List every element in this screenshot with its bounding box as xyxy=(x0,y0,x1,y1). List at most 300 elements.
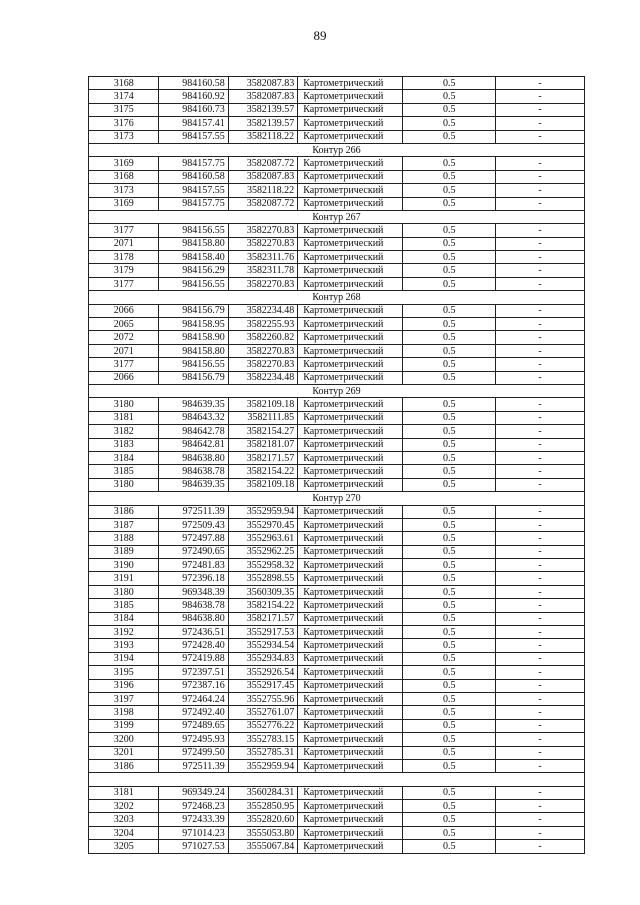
point-number-cell: 3169 xyxy=(89,197,159,210)
y-coordinate-cell: 3552934.54 xyxy=(228,639,297,652)
y-coordinate-cell: 3582109.18 xyxy=(228,478,297,491)
table-row xyxy=(89,478,585,491)
accuracy-cell: 0.5 xyxy=(403,438,496,451)
description-cell: - xyxy=(496,304,585,317)
contour-header-row xyxy=(89,384,585,397)
table-row xyxy=(89,706,585,719)
method-cell: Картометрический xyxy=(298,465,403,478)
point-number-cell: 3205 xyxy=(89,840,159,853)
accuracy-cell: 0.5 xyxy=(403,103,496,116)
point-number-cell: 2066 xyxy=(89,371,159,384)
table-row xyxy=(89,371,585,384)
table-row xyxy=(89,626,585,639)
table-row xyxy=(89,826,585,839)
point-number-cell: 3175 xyxy=(89,103,159,116)
method-cell: Картометрический xyxy=(298,411,403,424)
accuracy-cell: 0.5 xyxy=(403,652,496,665)
accuracy-cell: 0.5 xyxy=(403,331,496,344)
x-coordinate-cell: 972387.16 xyxy=(159,679,228,692)
accuracy-cell: 0.5 xyxy=(403,398,496,411)
y-coordinate-cell: 3552761.07 xyxy=(228,706,297,719)
accuracy-cell: 0.5 xyxy=(403,304,496,317)
accuracy-cell: 0.5 xyxy=(403,478,496,491)
y-coordinate-cell: 3552962.25 xyxy=(228,545,297,558)
point-number-cell: 3201 xyxy=(89,746,159,759)
x-coordinate-cell: 972396.18 xyxy=(159,572,228,585)
method-cell: Картометрический xyxy=(298,117,403,130)
table-row xyxy=(89,719,585,732)
table-row xyxy=(89,90,585,103)
description-cell: - xyxy=(496,398,585,411)
point-number-cell: 3183 xyxy=(89,438,159,451)
description-cell: - xyxy=(496,626,585,639)
x-coordinate-cell: 972481.83 xyxy=(159,559,228,572)
accuracy-cell: 0.5 xyxy=(403,518,496,531)
point-number-cell: 3197 xyxy=(89,692,159,705)
table-row xyxy=(89,77,585,90)
point-number-cell: 3180 xyxy=(89,585,159,598)
contour-label: Контур 270 xyxy=(89,492,585,505)
method-cell: Картометрический xyxy=(298,237,403,250)
x-coordinate-cell: 972397.51 xyxy=(159,666,228,679)
table-row xyxy=(89,518,585,531)
contour-header-row xyxy=(89,291,585,304)
contour-header-row xyxy=(89,210,585,223)
description-cell: - xyxy=(496,264,585,277)
x-coordinate-cell: 984638.78 xyxy=(159,465,228,478)
x-coordinate-cell: 972499.50 xyxy=(159,746,228,759)
y-coordinate-cell: 3582270.83 xyxy=(228,358,297,371)
blank-cell xyxy=(89,773,585,786)
y-coordinate-cell: 3552959.94 xyxy=(228,759,297,772)
point-number-cell: 3182 xyxy=(89,425,159,438)
accuracy-cell: 0.5 xyxy=(403,130,496,143)
point-number-cell: 2066 xyxy=(89,304,159,317)
y-coordinate-cell: 3552917.45 xyxy=(228,679,297,692)
table-row xyxy=(89,639,585,652)
table-row xyxy=(89,666,585,679)
description-cell: - xyxy=(496,438,585,451)
y-coordinate-cell: 3582270.83 xyxy=(228,224,297,237)
y-coordinate-cell: 3582311.78 xyxy=(228,264,297,277)
accuracy-cell: 0.5 xyxy=(403,532,496,545)
x-coordinate-cell: 984157.75 xyxy=(159,197,228,210)
point-number-cell: 3186 xyxy=(89,759,159,772)
table-row xyxy=(89,572,585,585)
method-cell: Картометрический xyxy=(298,813,403,826)
point-number-cell: 3185 xyxy=(89,465,159,478)
point-number-cell: 3184 xyxy=(89,451,159,464)
description-cell: - xyxy=(496,358,585,371)
x-coordinate-cell: 972468.23 xyxy=(159,800,228,813)
x-coordinate-cell: 972511.39 xyxy=(159,759,228,772)
point-number-cell: 3194 xyxy=(89,652,159,665)
accuracy-cell: 0.5 xyxy=(403,451,496,464)
method-cell: Картометрический xyxy=(298,197,403,210)
point-number-cell: 3179 xyxy=(89,264,159,277)
x-coordinate-cell: 984156.55 xyxy=(159,224,228,237)
point-number-cell: 3204 xyxy=(89,826,159,839)
x-coordinate-cell: 984158.90 xyxy=(159,331,228,344)
point-number-cell: 3168 xyxy=(89,77,159,90)
description-cell: - xyxy=(496,505,585,518)
point-number-cell: 2071 xyxy=(89,237,159,250)
accuracy-cell: 0.5 xyxy=(403,358,496,371)
y-coordinate-cell: 3552783.15 xyxy=(228,733,297,746)
accuracy-cell: 0.5 xyxy=(403,170,496,183)
description-cell: - xyxy=(496,800,585,813)
y-coordinate-cell: 3552820.60 xyxy=(228,813,297,826)
point-number-cell: 2072 xyxy=(89,331,159,344)
point-number-cell: 3186 xyxy=(89,505,159,518)
x-coordinate-cell: 984156.29 xyxy=(159,264,228,277)
y-coordinate-cell: 3582087.83 xyxy=(228,170,297,183)
description-cell: - xyxy=(496,545,585,558)
x-coordinate-cell: 984156.79 xyxy=(159,304,228,317)
page-number: 89 xyxy=(313,28,327,43)
description-cell: - xyxy=(496,532,585,545)
method-cell: Картометрический xyxy=(298,264,403,277)
table-row xyxy=(89,585,585,598)
x-coordinate-cell: 972436.51 xyxy=(159,626,228,639)
table-row xyxy=(89,800,585,813)
accuracy-cell: 0.5 xyxy=(403,679,496,692)
description-cell: - xyxy=(496,344,585,357)
x-coordinate-cell: 972495.93 xyxy=(159,733,228,746)
point-number-cell: 3177 xyxy=(89,277,159,290)
x-coordinate-cell: 984160.58 xyxy=(159,170,228,183)
point-number-cell: 3203 xyxy=(89,813,159,826)
y-coordinate-cell: 3582234.48 xyxy=(228,304,297,317)
accuracy-cell: 0.5 xyxy=(403,237,496,250)
method-cell: Картометрический xyxy=(298,840,403,853)
description-cell: - xyxy=(496,572,585,585)
method-cell: Картометрический xyxy=(298,505,403,518)
description-cell: - xyxy=(496,157,585,170)
table-row xyxy=(89,692,585,705)
point-number-cell: 3191 xyxy=(89,572,159,585)
blank-row xyxy=(89,773,585,786)
table-row xyxy=(89,746,585,759)
description-cell: - xyxy=(496,237,585,250)
x-coordinate-cell: 972489.65 xyxy=(159,719,228,732)
point-number-cell: 3177 xyxy=(89,224,159,237)
accuracy-cell: 0.5 xyxy=(403,800,496,813)
table-row xyxy=(89,130,585,143)
accuracy-cell: 0.5 xyxy=(403,411,496,424)
x-coordinate-cell: 984157.41 xyxy=(159,117,228,130)
point-number-cell: 3190 xyxy=(89,559,159,572)
accuracy-cell: 0.5 xyxy=(403,277,496,290)
y-coordinate-cell: 3552898.55 xyxy=(228,572,297,585)
table-row xyxy=(89,505,585,518)
table-row xyxy=(89,652,585,665)
table-row xyxy=(89,304,585,317)
accuracy-cell: 0.5 xyxy=(403,706,496,719)
y-coordinate-cell: 3582270.83 xyxy=(228,237,297,250)
point-number-cell: 3200 xyxy=(89,733,159,746)
method-cell: Картометрический xyxy=(298,170,403,183)
description-cell: - xyxy=(496,224,585,237)
y-coordinate-cell: 3582270.83 xyxy=(228,277,297,290)
table-row xyxy=(89,184,585,197)
method-cell: Картометрический xyxy=(298,478,403,491)
description-cell: - xyxy=(496,733,585,746)
accuracy-cell: 0.5 xyxy=(403,559,496,572)
x-coordinate-cell: 984158.80 xyxy=(159,237,228,250)
x-coordinate-cell: 972497.88 xyxy=(159,532,228,545)
coordinates-table xyxy=(88,76,585,854)
method-cell: Картометрический xyxy=(298,719,403,732)
method-cell: Картометрический xyxy=(298,90,403,103)
method-cell: Картометрический xyxy=(298,733,403,746)
description-cell: - xyxy=(496,518,585,531)
method-cell: Картометрический xyxy=(298,679,403,692)
point-number-cell: 3198 xyxy=(89,706,159,719)
method-cell: Картометрический xyxy=(298,130,403,143)
accuracy-cell: 0.5 xyxy=(403,626,496,639)
table-row xyxy=(89,679,585,692)
accuracy-cell: 0.5 xyxy=(403,746,496,759)
y-coordinate-cell: 3582181.07 xyxy=(228,438,297,451)
table-row xyxy=(89,813,585,826)
table-row xyxy=(89,344,585,357)
accuracy-cell: 0.5 xyxy=(403,786,496,799)
point-number-cell: 3177 xyxy=(89,358,159,371)
table-row xyxy=(89,599,585,612)
x-coordinate-cell: 984156.79 xyxy=(159,371,228,384)
point-number-cell: 3199 xyxy=(89,719,159,732)
description-cell: - xyxy=(496,451,585,464)
x-coordinate-cell: 984639.35 xyxy=(159,478,228,491)
point-number-cell: 3180 xyxy=(89,398,159,411)
x-coordinate-cell: 972509.43 xyxy=(159,518,228,531)
y-coordinate-cell: 3552785.31 xyxy=(228,746,297,759)
point-number-cell: 3178 xyxy=(89,251,159,264)
accuracy-cell: 0.5 xyxy=(403,425,496,438)
accuracy-cell: 0.5 xyxy=(403,117,496,130)
y-coordinate-cell: 3552959.94 xyxy=(228,505,297,518)
y-coordinate-cell: 3582171.57 xyxy=(228,451,297,464)
x-coordinate-cell: 984160.92 xyxy=(159,90,228,103)
accuracy-cell: 0.5 xyxy=(403,197,496,210)
x-coordinate-cell: 972428.40 xyxy=(159,639,228,652)
y-coordinate-cell: 3552934.83 xyxy=(228,652,297,665)
method-cell: Картометрический xyxy=(298,371,403,384)
y-coordinate-cell: 3560284.31 xyxy=(228,786,297,799)
point-number-cell: 3195 xyxy=(89,666,159,679)
x-coordinate-cell: 971014.23 xyxy=(159,826,228,839)
y-coordinate-cell: 3560309.35 xyxy=(228,585,297,598)
method-cell: Картометрический xyxy=(298,518,403,531)
accuracy-cell: 0.5 xyxy=(403,585,496,598)
x-coordinate-cell: 984157.55 xyxy=(159,130,228,143)
y-coordinate-cell: 3582139.57 xyxy=(228,103,297,116)
point-number-cell: 3187 xyxy=(89,518,159,531)
y-coordinate-cell: 3552970.45 xyxy=(228,518,297,531)
method-cell: Картометрический xyxy=(298,277,403,290)
accuracy-cell: 0.5 xyxy=(403,465,496,478)
y-coordinate-cell: 3555053.80 xyxy=(228,826,297,839)
method-cell: Картометрический xyxy=(298,572,403,585)
x-coordinate-cell: 972419.88 xyxy=(159,652,228,665)
table-row xyxy=(89,117,585,130)
method-cell: Картометрический xyxy=(298,425,403,438)
description-cell: - xyxy=(496,318,585,331)
description-cell: - xyxy=(496,331,585,344)
accuracy-cell: 0.5 xyxy=(403,612,496,625)
accuracy-cell: 0.5 xyxy=(403,813,496,826)
method-cell: Картометрический xyxy=(298,585,403,598)
method-cell: Картометрический xyxy=(298,746,403,759)
accuracy-cell: 0.5 xyxy=(403,251,496,264)
y-coordinate-cell: 3582255.93 xyxy=(228,318,297,331)
table-row xyxy=(89,331,585,344)
table-row xyxy=(89,398,585,411)
x-coordinate-cell: 984160.73 xyxy=(159,103,228,116)
method-cell: Картометрический xyxy=(298,826,403,839)
x-coordinate-cell: 984160.58 xyxy=(159,77,228,90)
table-row xyxy=(89,318,585,331)
y-coordinate-cell: 3582118.22 xyxy=(228,130,297,143)
y-coordinate-cell: 3582087.83 xyxy=(228,90,297,103)
description-cell: - xyxy=(496,746,585,759)
y-coordinate-cell: 3582087.72 xyxy=(228,157,297,170)
description-cell: - xyxy=(496,425,585,438)
accuracy-cell: 0.5 xyxy=(403,318,496,331)
point-number-cell: 3169 xyxy=(89,157,159,170)
table-row xyxy=(89,733,585,746)
contour-label: Контур 266 xyxy=(89,143,585,156)
x-coordinate-cell: 984156.55 xyxy=(159,358,228,371)
table-row xyxy=(89,264,585,277)
method-cell: Картометрический xyxy=(298,759,403,772)
description-cell: - xyxy=(496,465,585,478)
accuracy-cell: 0.5 xyxy=(403,840,496,853)
y-coordinate-cell: 3582154.27 xyxy=(228,425,297,438)
description-cell: - xyxy=(496,666,585,679)
method-cell: Картометрический xyxy=(298,532,403,545)
point-number-cell: 2071 xyxy=(89,344,159,357)
table-row xyxy=(89,197,585,210)
x-coordinate-cell: 969349.24 xyxy=(159,786,228,799)
y-coordinate-cell: 3582311.76 xyxy=(228,251,297,264)
method-cell: Картометрический xyxy=(298,251,403,264)
accuracy-cell: 0.5 xyxy=(403,224,496,237)
y-coordinate-cell: 3552755.96 xyxy=(228,692,297,705)
method-cell: Картометрический xyxy=(298,77,403,90)
y-coordinate-cell: 3582087.72 xyxy=(228,197,297,210)
point-number-cell: 3184 xyxy=(89,612,159,625)
table-row xyxy=(89,438,585,451)
contour-label: Контур 268 xyxy=(89,291,585,304)
contour-header-row xyxy=(89,143,585,156)
x-coordinate-cell: 972464.24 xyxy=(159,692,228,705)
y-coordinate-cell: 3552963.61 xyxy=(228,532,297,545)
description-cell: - xyxy=(496,585,585,598)
description-cell: - xyxy=(496,759,585,772)
x-coordinate-cell: 984642.81 xyxy=(159,438,228,451)
y-coordinate-cell: 3582154.22 xyxy=(228,599,297,612)
table-row xyxy=(89,277,585,290)
table-row xyxy=(89,559,585,572)
table-row xyxy=(89,251,585,264)
accuracy-cell: 0.5 xyxy=(403,733,496,746)
point-number-cell: 2065 xyxy=(89,318,159,331)
method-cell: Картометрический xyxy=(298,599,403,612)
description-cell: - xyxy=(496,251,585,264)
x-coordinate-cell: 972490.65 xyxy=(159,545,228,558)
description-cell: - xyxy=(496,478,585,491)
point-number-cell: 3189 xyxy=(89,545,159,558)
method-cell: Картометрический xyxy=(298,786,403,799)
x-coordinate-cell: 984158.95 xyxy=(159,318,228,331)
y-coordinate-cell: 3582234.48 xyxy=(228,371,297,384)
table-row xyxy=(89,612,585,625)
description-cell: - xyxy=(496,599,585,612)
x-coordinate-cell: 972511.39 xyxy=(159,505,228,518)
x-coordinate-cell: 972433.39 xyxy=(159,813,228,826)
table-row xyxy=(89,358,585,371)
y-coordinate-cell: 3582260.82 xyxy=(228,331,297,344)
description-cell: - xyxy=(496,652,585,665)
method-cell: Картометрический xyxy=(298,451,403,464)
table-body xyxy=(89,77,585,854)
y-coordinate-cell: 3552926.54 xyxy=(228,666,297,679)
method-cell: Картометрический xyxy=(298,639,403,652)
point-number-cell: 3173 xyxy=(89,184,159,197)
table-row xyxy=(89,224,585,237)
accuracy-cell: 0.5 xyxy=(403,505,496,518)
point-number-cell: 3174 xyxy=(89,90,159,103)
x-coordinate-cell: 984638.80 xyxy=(159,612,228,625)
y-coordinate-cell: 3552850.95 xyxy=(228,800,297,813)
y-coordinate-cell: 3552776.22 xyxy=(228,719,297,732)
accuracy-cell: 0.5 xyxy=(403,692,496,705)
y-coordinate-cell: 3552958.32 xyxy=(228,559,297,572)
table-row xyxy=(89,532,585,545)
point-number-cell: 3196 xyxy=(89,679,159,692)
description-cell: - xyxy=(496,77,585,90)
point-number-cell: 3193 xyxy=(89,639,159,652)
point-number-cell: 3185 xyxy=(89,599,159,612)
method-cell: Картометрический xyxy=(298,545,403,558)
y-coordinate-cell: 3582154.22 xyxy=(228,465,297,478)
method-cell: Картометрический xyxy=(298,626,403,639)
description-cell: - xyxy=(496,130,585,143)
y-coordinate-cell: 3582109.18 xyxy=(228,398,297,411)
method-cell: Картометрический xyxy=(298,612,403,625)
y-coordinate-cell: 3552917.53 xyxy=(228,626,297,639)
method-cell: Картометрический xyxy=(298,438,403,451)
accuracy-cell: 0.5 xyxy=(403,157,496,170)
point-number-cell: 3168 xyxy=(89,170,159,183)
table-row xyxy=(89,759,585,772)
description-cell: - xyxy=(496,559,585,572)
description-cell: - xyxy=(496,197,585,210)
accuracy-cell: 0.5 xyxy=(403,90,496,103)
description-cell: - xyxy=(496,184,585,197)
description-cell: - xyxy=(496,786,585,799)
table-row xyxy=(89,545,585,558)
contour-header-row xyxy=(89,492,585,505)
x-coordinate-cell: 984643.32 xyxy=(159,411,228,424)
method-cell: Картометрический xyxy=(298,224,403,237)
accuracy-cell: 0.5 xyxy=(403,719,496,732)
x-coordinate-cell: 984158.80 xyxy=(159,344,228,357)
method-cell: Картометрический xyxy=(298,344,403,357)
x-coordinate-cell: 984638.78 xyxy=(159,599,228,612)
